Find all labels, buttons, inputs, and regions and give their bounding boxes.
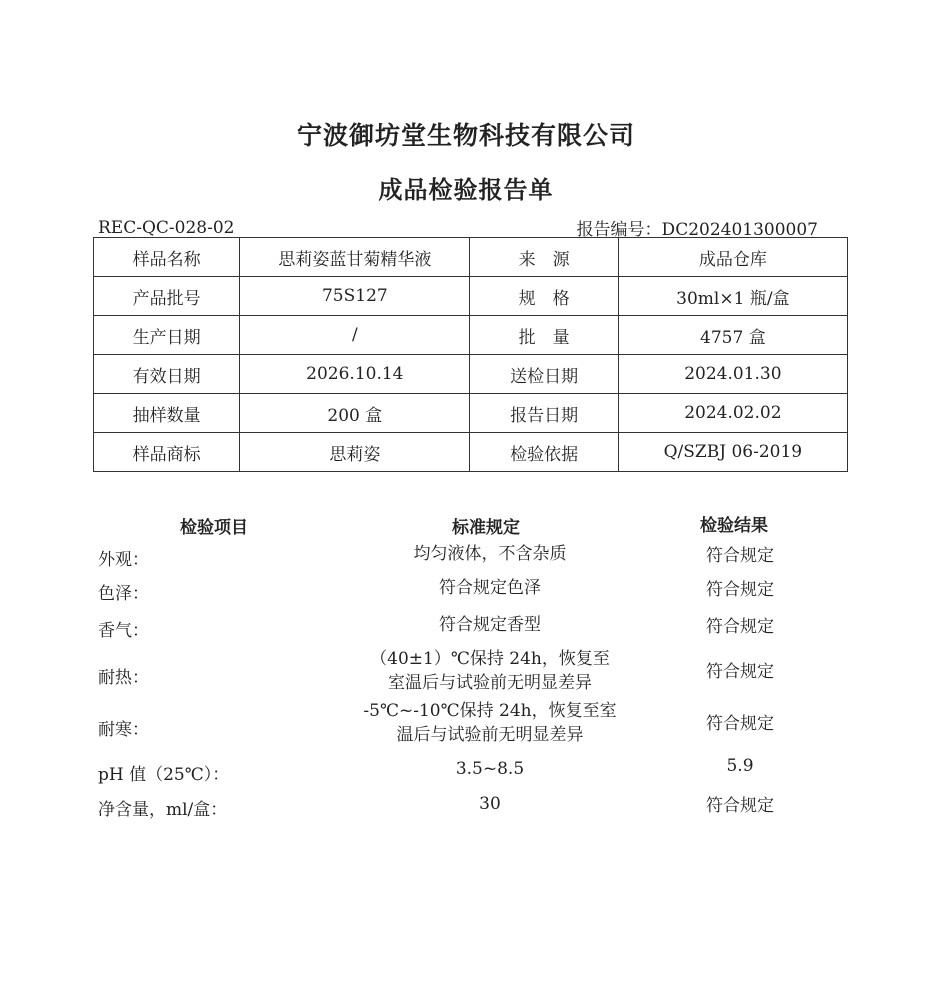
- test-item: pH 值（25℃）：: [98, 765, 230, 785]
- result-value: 符合规定: [706, 617, 774, 637]
- result-value: 5.9: [726, 756, 754, 776]
- test-item: 净含量，ml/盒：: [98, 800, 228, 820]
- table-row: [94, 238, 848, 277]
- info-label: 规 格: [470, 277, 618, 316]
- table-row: [94, 277, 848, 316]
- report-title: 成品检验报告单: [378, 176, 554, 204]
- record-code: REC-QC-028-02: [98, 218, 235, 238]
- test-item: 外观：: [98, 550, 149, 570]
- standard-text: -5℃~-10℃保持 24h，恢复至室: [363, 701, 617, 721]
- result-value: 符合规定: [706, 662, 774, 682]
- standard-text: 符合规定色泽: [439, 578, 541, 598]
- standard-text: 室温后与试验前无明显差异: [388, 673, 592, 693]
- info-label: 批 量: [470, 316, 618, 355]
- table-row: [94, 394, 848, 433]
- info-label: 报告日期: [470, 394, 618, 433]
- info-label: 生产日期: [94, 316, 240, 355]
- report-number: 报告编号：DC202401300007: [576, 220, 818, 240]
- standard-text: 温后与试验前无明显差异: [396, 725, 584, 745]
- info-label: 产品批号: [94, 277, 240, 316]
- test-item: 耐寒：: [98, 720, 149, 740]
- test-item: 香气：: [98, 621, 149, 641]
- result-value: 符合规定: [706, 546, 774, 566]
- info-value: Q/SZBJ 06-2019: [618, 433, 847, 472]
- standard-text: 均匀液体，不含杂质: [413, 544, 567, 564]
- info-label: 样品名称: [94, 238, 240, 277]
- info-value: 成品仓库: [618, 238, 847, 277]
- test-item: 耐热：: [98, 668, 149, 688]
- result-value: 符合规定: [706, 714, 774, 734]
- result-value: 符合规定: [706, 580, 774, 600]
- table-row: [94, 316, 848, 355]
- info-value: 2024.02.02: [618, 394, 847, 433]
- info-value: 2024.01.30: [618, 355, 847, 394]
- info-label: 检验依据: [470, 433, 618, 472]
- company-name: 宁波御坊堂生物科技有限公司: [296, 121, 635, 150]
- info-value: 4757 盒: [618, 316, 847, 355]
- info-label: 样品商标: [94, 433, 240, 472]
- info-value: 30ml×1 瓶/盒: [618, 277, 847, 316]
- info-value: /: [240, 316, 470, 355]
- info-value: 思莉姿蓝甘菊精华液: [240, 238, 470, 277]
- sample-info-table: [93, 237, 848, 472]
- table-row: [94, 355, 848, 394]
- info-label: 送检日期: [470, 355, 618, 394]
- info-value: 200 盒: [240, 394, 470, 433]
- result-value: 符合规定: [706, 796, 774, 816]
- header-test-item: 检验项目: [180, 518, 248, 538]
- standard-text: （40±1）℃保持 24h，恢复至: [370, 649, 610, 669]
- header-result: 检验结果: [700, 516, 768, 536]
- standard-text: 3.5~8.5: [455, 759, 525, 779]
- info-value: 2026.10.14: [240, 355, 470, 394]
- table-row: [94, 433, 848, 472]
- info-value: 75S127: [240, 277, 470, 316]
- test-item: 色泽：: [98, 584, 149, 604]
- header-standard: 标准规定: [452, 518, 520, 538]
- info-value: 思莉姿: [240, 433, 470, 472]
- standard-text: 30: [479, 794, 501, 814]
- info-label: 有效日期: [94, 355, 240, 394]
- info-label: 来 源: [470, 238, 618, 277]
- standard-text: 符合规定香型: [439, 615, 541, 635]
- info-label: 抽样数量: [94, 394, 240, 433]
